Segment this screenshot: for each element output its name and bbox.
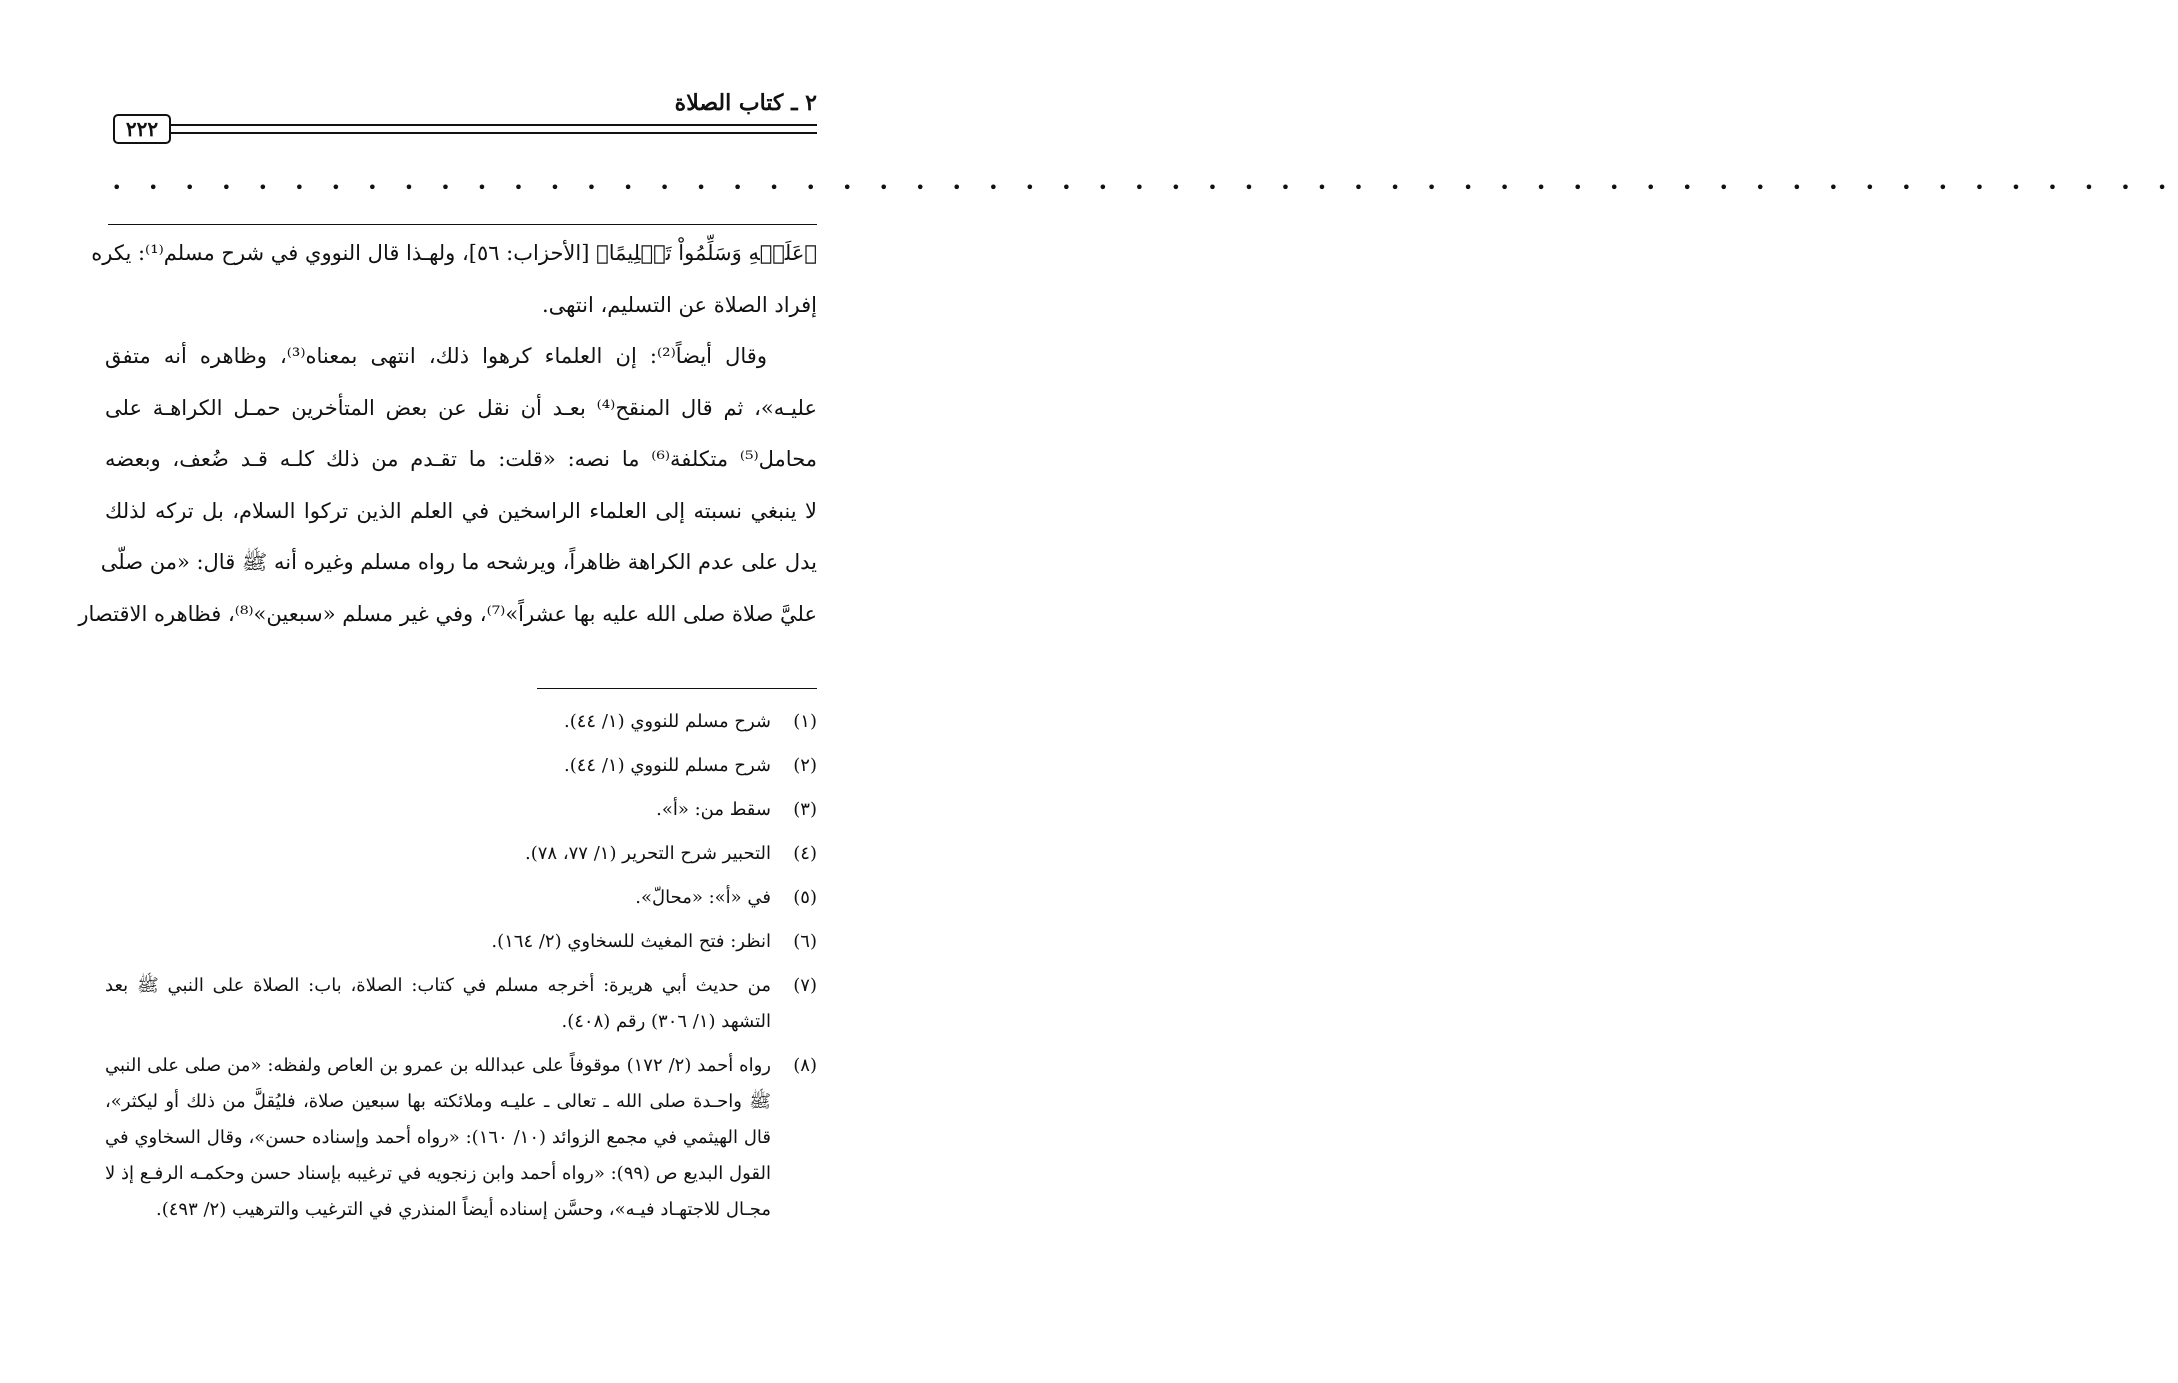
- footnote-5: [105, 876, 817, 920]
- footnote-text: رواه أحمد (٢/ ١٧٢) موقوفاً على عبدالله بن عمرو بن العاص ولفظه: «من صلى على النبي ﷺ واحـدة صلى الله ـ تعالى ـ عليـه وملائكته بها سبعين صلاة، فليُقلَّ من ذلك أو ليكثر»، قال الهيثمي في مجمع الزوائد (١٠/ ١٦٠): «رواه أحمد وإسناده حسن»، وقال السخاوي في القول البديع ص (٩٩): «رواه أحمد وابن زنجويه في ترغيبه بإسناد حسن وحكمـه الرفـع إذ لا مجـال للاجتهـاد فيـه»، وحسَّن إسناده أيضاً المنذري في الترغيب والترهيب (٢/ ٤٩٣).: [105, 1055, 772, 1220]
- footnote-number: (٣): [793, 799, 817, 820]
- footnote-text: في «أ»: «محالّ».: [635, 887, 771, 908]
- footnote-text: التحبير شرح التحرير (١/ ٧٧، ٧٨).: [525, 843, 771, 864]
- footnote-number: (٤): [793, 843, 817, 864]
- footnote-text: انظر: فتح المغيث للسخاوي (٢/ ١٦٤).: [491, 931, 771, 952]
- footnote-6: [105, 920, 817, 964]
- footnote-number: (٢): [793, 755, 817, 776]
- footnote-text: شرح مسلم للنووي (١/ ٤٤).: [564, 711, 771, 732]
- footnote-number: (١): [793, 711, 817, 732]
- footnote-number: (٧): [793, 975, 817, 996]
- body-line-7: يدل على عدم الكراهة ظاهراً، ويرشحه ما رواه مسلم وغيره أنه ﷺ قال: «من صلّى: [100, 550, 817, 574]
- body-line-6: لا ينبغي نسبته إلى العلماء الراسخين في العلم الذين تركوا السلام، بل تركه لذلك: [105, 498, 817, 523]
- separator-dots: • • • • • • • • • • • • • • • • • • • • • • • • • • • • • • • • • • • • • • • • • • • • • • • • • • • • • • • • •: [112, 178, 2178, 197]
- body-line-5: محامل⁽⁵⁾ متكلفة⁽⁶⁾ ما نصه: «قلت: ما تقـدم من ذلك كلـه قـد ضُعف، وبعضه: [105, 447, 817, 471]
- footnote-7: [105, 964, 817, 1044]
- footnote-4: [105, 832, 817, 876]
- body-line-2: إفراد الصلاة عن التسليم، انتهى.: [541, 292, 817, 317]
- running-title: ٢ ـ كتاب الصلاة: [674, 90, 817, 116]
- footnote-2: [105, 744, 817, 788]
- footnote-8: [105, 1044, 817, 1232]
- body-line-1: ﴿عَلَيۡهِ وَسَلِّمُواْ تَسۡلِيمًا﴾ [الأحزاب: ٥٦]، ولهـذا قال النووي في شرح مسلم⁽¹⁾: يكره: [91, 241, 817, 265]
- body-top-rule: [108, 224, 817, 225]
- body-text: [78, 228, 817, 640]
- footnote-separator: [537, 688, 817, 689]
- footnotes: [105, 700, 817, 1232]
- footnote-number: (٥): [793, 887, 817, 908]
- header-double-rule: [170, 124, 817, 134]
- footnote-3: [105, 788, 817, 832]
- footnote-number: (٨): [793, 1055, 817, 1076]
- footnote-1: [105, 700, 817, 744]
- body-line-8: عليَّ صلاة صلى الله عليه بها عشراً»⁽⁷⁾، وفي غير مسلم «سبعين»⁽⁸⁾، فظاهره الاقتصار: [78, 601, 817, 626]
- footnote-number: (٦): [793, 931, 817, 952]
- footnote-text: من حديث أبي هريرة: أخرجه مسلم في كتاب: الصلاة، باب: الصلاة على النبي ﷺ بعد التشهد (١/ ٣٠٦) رقم (٤٠٨).: [105, 975, 771, 1032]
- footnote-text: سقط من: «أ».: [656, 799, 771, 820]
- footnote-text: شرح مسلم للنووي (١/ ٤٤).: [564, 755, 771, 776]
- body-line-4: عليـه»، ثم قال المنقح⁽⁴⁾ بعـد أن نقل عن بعض المتأخرين حمـل الكراهـة على: [105, 395, 817, 420]
- body-line-3: وقال أيضاً⁽²⁾: إن العلماء كرهوا ذلك، انتهى بمعناه⁽³⁾، وظاهره أنه متفق: [105, 344, 767, 368]
- page-number: ٢٢٢: [113, 114, 171, 144]
